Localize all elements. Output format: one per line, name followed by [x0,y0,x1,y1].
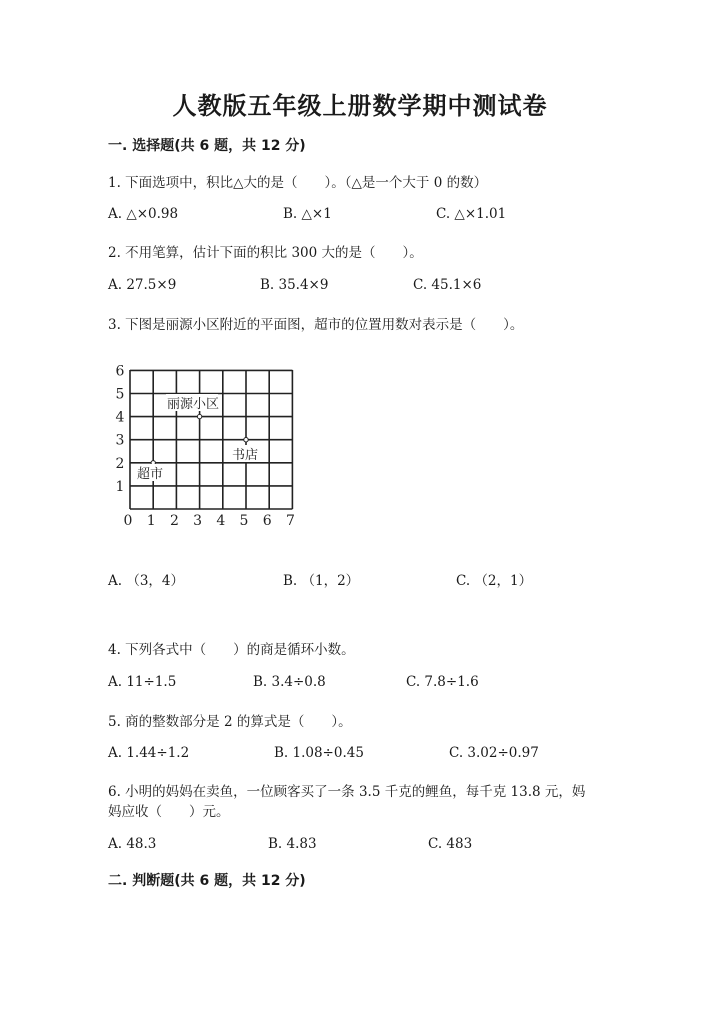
svg-text:5: 5 [115,386,125,403]
section-heading-choice: 一. 选择题(共 6 题，共 12 分) [108,138,306,154]
q3-option-b[interactable]: B. （1，2） [283,573,360,589]
q1-option-b[interactable]: B. △×1 [283,206,332,222]
svg-text:4: 4 [216,513,226,529]
q6-option-a[interactable]: A. 48.3 [108,836,157,852]
q5-option-a[interactable]: A. 1.44÷1.2 [108,745,190,761]
svg-text:6: 6 [262,513,272,529]
question-6-line2: 妈应收（ ）元。 [108,804,230,820]
q2-option-a[interactable]: A. 27.5×9 [108,277,177,293]
q1-option-a[interactable]: A. △×0.98 [108,206,179,222]
svg-text:5: 5 [239,513,249,529]
point-liyuan [197,414,201,418]
q3-option-a[interactable]: A. （3，4） [108,573,185,589]
q5-option-c[interactable]: C. 3.02÷0.97 [449,745,539,761]
label-bookstore: 书店 [232,448,259,463]
svg-text:1: 1 [115,478,125,495]
question-1: 1. 下面选项中，积比△大的是（ ）。（△是一个大于 0 的数） [108,175,488,191]
q6-option-c[interactable]: C. 483 [428,836,473,852]
svg-text:2: 2 [115,455,125,472]
point-bookstore [244,438,248,442]
q6-option-b[interactable]: B. 4.83 [268,836,317,852]
neighborhood-grid-map [108,358,308,534]
question-2: 2. 不用笔算，估计下面的积比 300 大的是（ ）。 [108,245,423,261]
question-5: 5. 商的整数部分是 2 的算式是（ ）。 [108,714,352,730]
svg-text:4: 4 [115,409,125,426]
question-6-line1: 6. 小明的妈妈在卖鱼，一位顾客买了一条 3.5 千克的鲤鱼，每千克 13.8 元，妈 [108,784,586,800]
q4-option-a[interactable]: A. 11÷1.5 [108,674,177,690]
svg-text:1: 1 [146,513,156,529]
section-heading-judgment: 二. 判断题(共 6 题，共 12 分) [108,873,306,889]
question-3: 3. 下图是丽源小区附近的平面图，超市的位置用数对表示是（ ）。 [108,317,524,333]
label-liyuan: 丽源小区 [167,397,220,412]
q4-option-c[interactable]: C. 7.8÷1.6 [406,674,479,690]
q2-option-c[interactable]: C. 45.1×6 [413,277,482,293]
svg-text:0: 0 [123,513,133,529]
q3-option-c[interactable]: C. （2，1） [456,573,533,589]
q5-option-b[interactable]: B. 1.08÷0.45 [274,745,364,761]
svg-text:7: 7 [285,513,295,529]
svg-text:6: 6 [115,363,125,380]
svg-text:2: 2 [169,513,179,529]
question-4: 4. 下列各式中（ ）的商是循环小数。 [108,642,355,658]
q4-option-b[interactable]: B. 3.4÷0.8 [253,674,326,690]
q2-option-b[interactable]: B. 35.4×9 [260,277,329,293]
svg-text:3: 3 [115,432,125,449]
svg-text:3: 3 [193,513,203,529]
page-title: 人教版五年级上册数学期中测试卷 [172,92,548,120]
q1-option-c[interactable]: C. △×1.01 [436,206,507,222]
label-supermarket: 超市 [137,467,164,482]
